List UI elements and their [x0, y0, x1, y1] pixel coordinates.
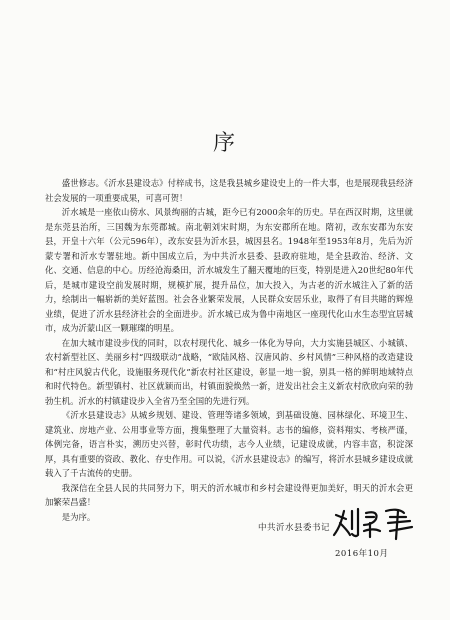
- signature-organization: 中共沂水县委书记: [258, 523, 331, 533]
- paragraph-3: 在加大城市建设步伐的同时，以农村现代化、城乡一体化为导向，大力实施县城区、小城镇、农村新型社区、美丽乡村“四级联动”战略，“欧陆风格、汉唐风韵、乡村风情”三种风格的改造建设和“村庄风貌古代化，设施服务现代化”新农村社区建设，彰显一地一貌，别具一格的鲜明地域特点和时代特色。新型镇村、社区就颖而出，村镇面貌焕然一新，迸发出社会主义新农村欣欣向荣的勃勃生机。沂水的村镇建设步入全省乃至全国的先进行列。: [45, 337, 413, 406]
- signature-date: 2016年10月: [335, 549, 389, 559]
- page-title: 序: [212, 131, 237, 156]
- preface-body: [45, 176, 413, 524]
- paragraph-6: 是为序。: [61, 511, 96, 522]
- handwritten-signature: [330, 505, 420, 541]
- paragraph-5: 我深信在全县人民的共同努力下，明天的沂水城市和乡村会建设得更加美好，明天的沂水会更加繁荣昌盛！: [45, 482, 413, 507]
- paragraph-4: 《沂水县建设志》从城乡规划、建设、管理等诸多领域，到基础设施、园林绿化、环境卫生、建筑业、房地产业、公用事业等方面，搜集整理了大量资料。志书的编修，资料翔实、考核严谨，体例完备，语言朴实，溯历史兴替，彰时代功绩，志今人业绩，记建设成就，内容丰富，积淀深厚，具有重要的资政、教化、存史作用。可以说，《沂水县建设志》的编写，将沂水县城乡建设成就载入了千古流传的史册。: [45, 410, 413, 478]
- paragraph-2: 沂水城是一座依山傍水、风景绚丽的古城，距今已有2000余年的历史。早在西汉时期，这里就是东莞县治所，三国魏为东莞郡城。南北朝刘宋时期，为东安郡所在地。隋初，改东安郡为东安县，开皇十六年（公元596年），改东安县为沂水县，城因县名。1948年至1953年8月，先后为沂蒙专署和沂水专署驻地。新中国成立后，为中共沂水县委、县政府驻地，是全县政治、经济、文化、交通、信息的中心。历经沧海桑田，沂水城发生了翻天覆地的巨变，特别是进入20世纪80年代后，是城市建设空前发展时期，规模扩展，提升品位，加大投入，为古老的沂水城注入了新的活力，绘制出一幅崭新的美好蓝图。社会各业繁荣发展，人民群众安居乐业，取得了有目共睹的辉煌业绩，促进了沂水县经济社会的全面进步。沂水城已成为鲁中南地区一座现代化山水生态型宜居城市，成为沂蒙山区一颗璀璨的明星。: [45, 207, 413, 333]
- paragraph-1: 盛世修志。《沂水县建设志》付梓成书，这是我县城乡建设史上的一件大事，也是展现我县经济社会发展的一项重要成果，可喜可贺！: [45, 178, 413, 203]
